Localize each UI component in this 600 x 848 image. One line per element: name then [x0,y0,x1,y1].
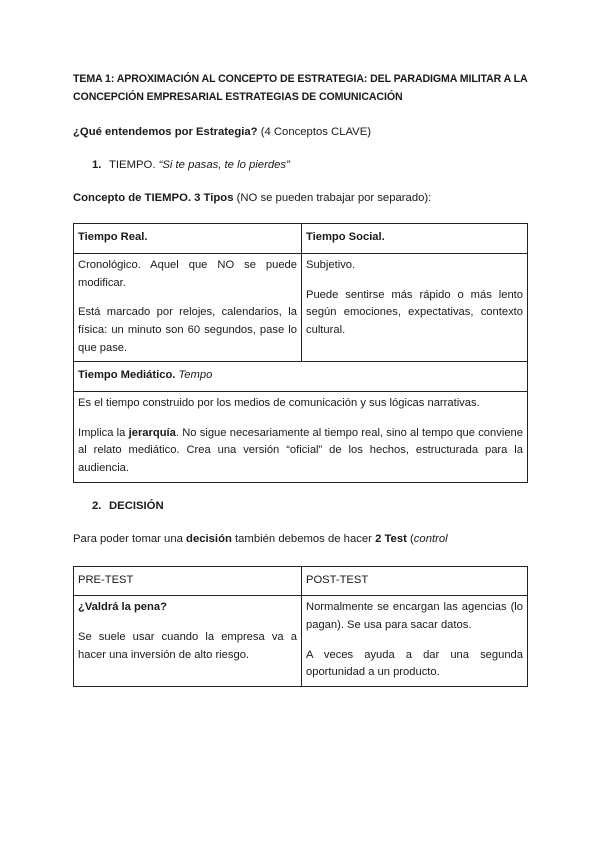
table-header-row [74,224,528,254]
section-title: TIEMPO [109,159,153,172]
cell-tiempo-social [302,253,528,361]
table-header-row-mediatico [74,362,528,392]
concept-line [73,190,528,207]
text-run: ( [406,532,414,545]
title-line-2: CONCEPCIÓN EMPRESARIAL ESTRATEGIAS DE COMUNICACIÓN [73,91,403,104]
text-run-italic: control [413,532,448,545]
text-run: Implica la [78,426,129,439]
header-tiempo-social: Tiempo Social. [302,224,528,254]
cell-paragraph: ¿Valdrá la pena? [78,601,167,614]
text-run-bold: jerarquía [128,426,176,439]
section-number: 2. [92,499,102,512]
section-quote: “Si te pasas, te lo pierdes” [158,159,290,172]
time-types-table [73,223,528,483]
cell-paragraph: Es el tiempo construido por los medios de comunicación y sus lógicas narrativas. [78,397,480,410]
section-title: DECISIÓN [109,499,164,512]
concept-rest: (NO se pueden trabajar por separado): [233,192,432,205]
cell-paragraph: A veces ayuda a dar una segunda oportunidad a un producto. [306,648,523,679]
text-run-bold: 2 Test [375,532,407,545]
cell-tiempo-mediatico [74,392,528,483]
table-row [74,253,528,361]
table-header-row [74,566,528,596]
mediatico-bold: Tiempo Mediático. [78,369,176,382]
header-post-test: POST-TEST [302,566,528,596]
cell-paragraph: Normalmente se encargan las agencias (lo pagan). Se usa para sacar datos. [306,601,523,632]
section-tiempo-heading [73,157,528,174]
cell-paragraph: Cronológico. Aquel que NO se puede modificar. [78,258,297,289]
header-tiempo-mediatico [74,362,528,392]
text-run: también debemos de hacer [231,532,376,545]
cell-pre-test [74,596,302,687]
tests-table [73,566,528,687]
question-bold: ¿Qué entendemos por Estrategia? [73,126,258,139]
cell-paragraph: Subjetivo. [306,258,356,271]
section-decision-heading [73,498,528,515]
table-row [74,596,528,687]
text-run: Para poder tomar una [73,532,187,545]
mediatico-italic: Tempo [175,369,213,382]
cell-paragraph: Se suele usar cuando la empresa va a hacer una inversión de alto riesgo. [78,631,297,661]
concept-bold: Concepto de TIEMPO. 3 Tipos [73,192,234,205]
cell-paragraph: Puede sentirse más rápido o más lento según emociones, expectativas, contexto cultural. [306,288,523,336]
decision-intro [73,531,528,548]
cell-paragraph: Está marcado por relojes, calendarios, la física: un minuto son 60 segundos, pase lo que pase. [78,306,297,354]
section-number: 1. [92,159,102,172]
header-pre-test: PRE-TEST [74,566,302,596]
table-row [74,392,528,483]
text-run-bold: decisión [186,532,232,545]
text-run: . No sigue necesariamente al tiempo real, sino al tempo que conviene al relato mediático. Crea una versión “oficial” de los hechos, estructurada para la audiencia. [78,426,523,475]
section-title-dot: . [152,159,159,172]
question-rest: (4 Conceptos CLAVE) [257,126,371,139]
cell-paragraph [78,425,523,478]
page-title [73,70,528,106]
document-page [73,70,528,687]
header-tiempo-real: Tiempo Real. [74,224,302,254]
strategy-question [73,124,528,141]
cell-post-test [302,596,528,687]
title-line-1: TEMA 1: APROXIMACIÓN AL CONCEPTO DE ESTRATEGIA: DEL PARADIGMA MILITAR A LA [73,73,528,85]
cell-tiempo-real [74,253,302,361]
